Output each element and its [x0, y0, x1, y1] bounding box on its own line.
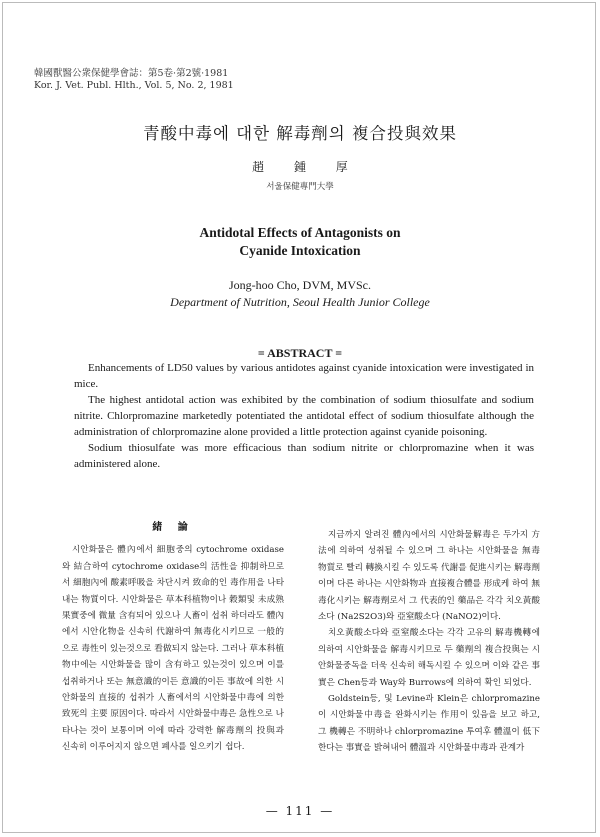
intro-paragraph-3: 치오黃酸소다와 亞窒酸소다는 각각 고유의 解毒機轉에 의하여 시안화물을 解毒시키므로 두 藥劑의 複合投與는 시안화물중독을 더욱 신속히 해독시킬 수 있으며 이와 같은 事實은 Chen등과 Way와 Burrows에 의하여 확인 되었다. [318, 628, 540, 688]
author-korean: 趙 鍾 厚 [252, 160, 348, 174]
journal-line-english: Kor. J. Vet. Publ. Hlth., Vol. 5, No. 2, 1981 [34, 80, 234, 91]
section-heading-introduction: 緒 論 [152, 522, 194, 533]
author-english: Jong-hoo Cho, DVM, MVSc. [228, 278, 371, 292]
abstract-heading: = ABSTRACT = [257, 346, 343, 360]
intro-paragraph-1: 시안화물은 體內에서 細胞중의 cytochrome oxidase와 結合하여 cytochrome oxidase의 活性을 抑制하므로서 細胞內에 酸素呼吸을 차단시켜 致命的인 毒作用을 나타내는 物質이다. 시안화물은 草本科植物이나 穀類및 未成熟果實중에 微量 含有되어 있으나 人畜이 섭취 하더라도 體內에서 시안化物을 신속히 代謝하여 無毒化시키므로 一般的으로 毒性이 있는것으로 看做되지 않는다. 그러나 草本科植物中에는 시안화물을 많이 含有하고 있는것이 있으며 이를 섭취하거나 또는 無意識的이든 意識的이든 事故에 의한 시안화물의 直接的 섭취가 人畜에서의 시안화물中毒에 의한 致死의 主要 原因이다. 따라서 시안화물中毒은 急性으로 나타나는 것이 보통이며 이에 따라 강력한 解毒劑의 投與과 신속히 이루어지지 않으면 폐사를 일으키기 쉽다. [62, 545, 284, 753]
abstract-paragraph-1: Enhancements of LD50 values by various antidotes against cyanide intoxication were investigated in mice. [74, 362, 534, 390]
page-number: — 111 — [265, 804, 335, 818]
title-english-line-1: Antidotal Effects of Antagonists on [199, 225, 401, 240]
intro-paragraph-4: Goldstein등, 및 Levine과 Klein은 chlorpromazine이 시안화물中毒을 완화시키는 作用이 있음을 보고 하고, 그 機轉은 不明하나 chlorpromazine 투여후 體溫이 低下한다는 事實을 밝혀내어 體溫과 시안화물中毒과 관계가 [318, 694, 540, 754]
abstract-body [74, 360, 534, 472]
column-left [62, 520, 284, 756]
column-right [318, 527, 540, 757]
title-english [0, 224, 600, 260]
intro-paragraph-2: 지금까지 알려진 體內에서의 시안화물解毒은 두가지 方法에 의하여 성취될 수 있으며 그 하나는 시안화물을 無毒物質로 빨리 轉換시킬 수 있도록 代謝를 促進시키는 解毒劑 이며 다른 하나는 시안화物과 直接複合體를 形成케 하여 無毒化시키는 解毒劑로서 그 代表的인 藥品은 각각 치오黃酸소다 (Na2S2O3)와 亞窒酸소다 (NaNO2)이다. [318, 530, 540, 623]
title-english-line-2: Cyanide Intoxication [239, 243, 361, 258]
abstract-paragraph-2: The highest antidotal action was exhibited by the combination of sodium thiosulfate and sodium nitrite. Chlorpromazine marketedly potentiated the antidotal effect of sodium thiosulfate although the administration of chlorpromazine alone provided a little protection against cyanide poisoning. [74, 394, 534, 438]
affiliation-english: Department of Nutrition, Seoul Health Junior College [170, 295, 430, 309]
journal-line-korean: 韓國獸醫公衆保健學會誌：第5卷·第2號·1981 [34, 68, 229, 79]
title-korean: 青酸中毒에 대한 解毒劑의 複合投與效果 [143, 124, 457, 143]
affiliation-korean: 서울保健專門大學 [266, 182, 334, 192]
abstract-paragraph-3: Sodium thiosulfate was more efficacious than sodium nitrite or chlorpromazine when it was administered alone. [74, 442, 534, 470]
journal-header [34, 68, 234, 92]
